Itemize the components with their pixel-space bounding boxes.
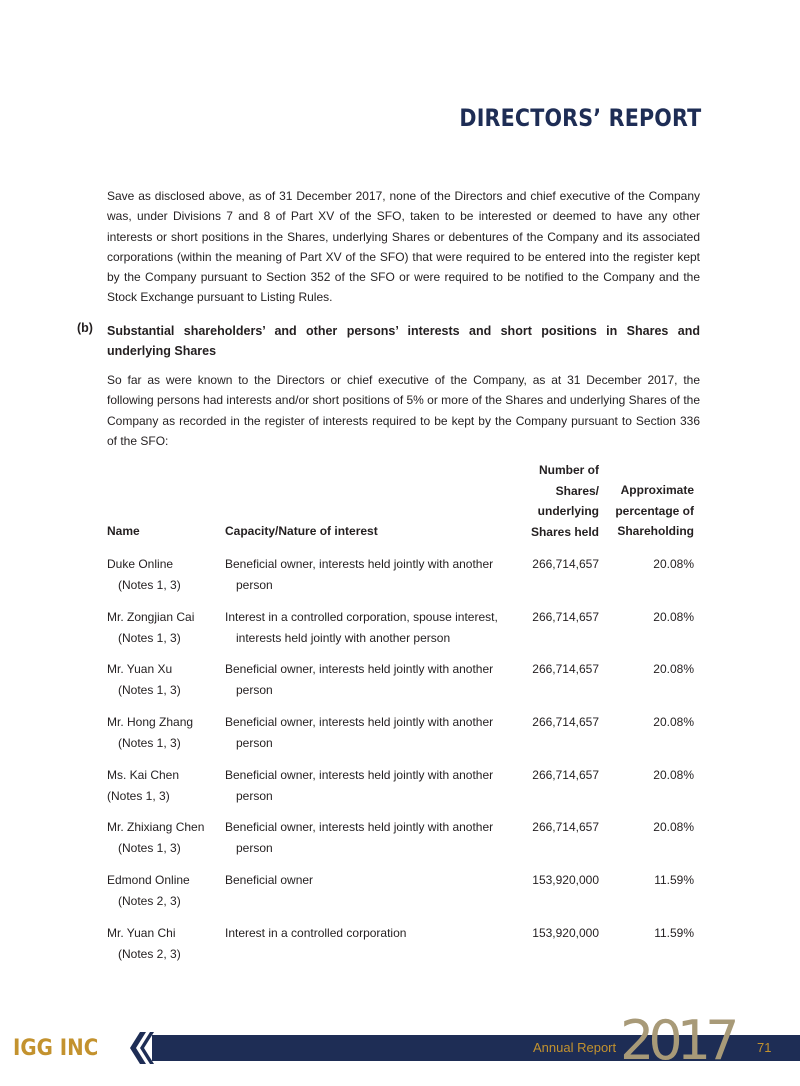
header-percentage-line: Shareholding bbox=[617, 524, 694, 538]
table-row bbox=[0, 712, 800, 765]
shares-cell: 266,714,657 bbox=[532, 609, 599, 624]
shareholder-name: Ms. Kai Chen bbox=[107, 767, 180, 782]
capacity-cell bbox=[225, 607, 505, 649]
name-cell bbox=[107, 554, 225, 596]
intro-paragraph: Save as disclosed above, as of 31 December 2017, none of the Directors and chief executive of the Company was, under Divisions 7 and 8 of Part XV of the SFO, taken to be interested or deemed to have any other interests or short positions in the Shares, underlying Shares or debentures of the Company and its associated corporations (within the meaning of Part XV of the SFO) that were required to be entered into the register kept by the Company pursuant to Section 352 of the SFO or were required to be notified to the Company and the Stock Exchange pursuant to Listing Rules. bbox=[107, 189, 700, 305]
name-cell bbox=[107, 870, 225, 912]
shares-cell: 266,714,657 bbox=[532, 820, 599, 835]
annual-report-label: Annual Report bbox=[533, 1040, 617, 1055]
table-row bbox=[0, 554, 800, 607]
name-cell bbox=[107, 712, 225, 754]
capacity-cell bbox=[225, 870, 505, 891]
shares-cell: 266,714,657 bbox=[532, 662, 599, 677]
shareholder-name: Mr. Zongjian Cai bbox=[107, 609, 195, 624]
header-percentage-line: Approximate bbox=[620, 483, 694, 497]
shareholder-name: Mr. Yuan Xu bbox=[107, 662, 173, 677]
percentage-cell: 20.08% bbox=[653, 662, 694, 677]
name-cell bbox=[107, 607, 225, 649]
page-title: DIRECTORS’ REPORT bbox=[458, 104, 701, 132]
shareholder-notes: (Notes 1, 3) bbox=[118, 683, 181, 698]
shareholder-notes: (Notes 2, 3) bbox=[118, 894, 181, 909]
capacity-text-cont: person bbox=[236, 683, 273, 698]
percentage-cell: 11.59% bbox=[654, 873, 694, 888]
capacity-cell bbox=[225, 923, 505, 944]
shareholder-table bbox=[0, 554, 800, 976]
header-percentage-line: percentage of bbox=[615, 503, 694, 518]
capacity-text: Beneficial owner, interests held jointly with another bbox=[225, 715, 494, 730]
shares-cell: 153,920,000 bbox=[532, 925, 599, 940]
capacity-text-cont: person bbox=[236, 736, 273, 751]
header-shares bbox=[500, 460, 599, 542]
page-footer bbox=[0, 1009, 800, 1086]
capacity-text: Beneficial owner, interests held jointly with another bbox=[225, 662, 494, 677]
capacity-text-cont: person bbox=[236, 578, 273, 592]
capacity-cell bbox=[225, 765, 505, 807]
capacity-text: Beneficial owner bbox=[225, 873, 314, 888]
shareholder-notes: (Notes 1, 3) bbox=[107, 788, 170, 803]
section-paragraph: So far as were known to the Directors or chief executive of the Company, as at 31 December 2017, the following persons had interests and/or short positions of 5% or more of the Shares and underlying Shares of the Company as recorded in the register of interests required to be kept by the Company pursuant to Section 336 of the SFO: bbox=[107, 373, 701, 448]
section-heading: Substantial shareholders’ and other persons’ interests and short positions in Shares and underlying Shares bbox=[107, 324, 700, 359]
header-shares-line: underlying bbox=[537, 504, 599, 518]
table-row bbox=[0, 659, 800, 712]
shares-cell: 266,714,657 bbox=[532, 557, 599, 571]
table-row bbox=[0, 765, 800, 818]
percentage-cell: 11.59% bbox=[654, 925, 694, 940]
shareholder-notes: (Notes 1, 3) bbox=[118, 736, 181, 751]
header-shares-line: Shares/ bbox=[555, 483, 599, 498]
table-row bbox=[0, 923, 800, 976]
capacity-cell bbox=[225, 659, 505, 701]
capacity-cell bbox=[225, 712, 505, 754]
table-row bbox=[0, 817, 800, 870]
shareholder-notes: (Notes 1, 3) bbox=[118, 841, 181, 856]
capacity-cell bbox=[225, 817, 505, 859]
name-cell bbox=[107, 765, 225, 807]
capacity-text: Beneficial owner, interests held jointly with another bbox=[225, 557, 494, 571]
page-number: 71 bbox=[757, 1040, 772, 1055]
capacity-text-cont: interests held jointly with another person bbox=[236, 630, 451, 645]
header-percentage bbox=[598, 480, 694, 542]
shares-cell: 153,920,000 bbox=[532, 873, 599, 888]
header-shares-line: Number of bbox=[539, 463, 599, 477]
shareholder-name: Mr. Zhixiang Chen bbox=[107, 820, 205, 835]
header-capacity: Capacity/Nature of interest bbox=[225, 524, 378, 538]
table-row bbox=[0, 607, 800, 660]
shareholder-notes: (Notes 1, 3) bbox=[118, 578, 181, 592]
shareholder-name: Edmond Online bbox=[107, 873, 190, 888]
header-shares-line: Shares held bbox=[530, 524, 599, 539]
percentage-cell: 20.08% bbox=[653, 820, 694, 835]
shareholder-notes: (Notes 1, 3) bbox=[118, 630, 181, 645]
name-cell bbox=[107, 659, 225, 701]
shares-cell: 266,714,657 bbox=[532, 715, 599, 730]
capacity-text-cont: person bbox=[236, 788, 273, 803]
report-year: 2017 bbox=[620, 1009, 734, 1072]
percentage-cell: 20.08% bbox=[653, 715, 694, 730]
igg-logo: IGG INC bbox=[13, 1036, 99, 1061]
capacity-text: Beneficial owner, interests held jointly with another bbox=[225, 767, 494, 782]
chevron-left-icon bbox=[128, 1032, 154, 1064]
percentage-cell: 20.08% bbox=[653, 557, 694, 571]
name-cell bbox=[107, 923, 225, 965]
percentage-cell: 20.08% bbox=[653, 609, 694, 624]
shareholder-name: Mr. Yuan Chi bbox=[107, 925, 176, 940]
header-name: Name bbox=[107, 524, 140, 538]
name-cell bbox=[107, 817, 225, 859]
shareholder-name: Mr. Hong Zhang bbox=[107, 715, 194, 730]
capacity-cell bbox=[225, 554, 505, 596]
percentage-cell: 20.08% bbox=[653, 767, 694, 782]
capacity-text: Interest in a controlled corporation, spouse interest, bbox=[225, 609, 498, 624]
shareholder-notes: (Notes 2, 3) bbox=[118, 946, 181, 961]
shareholder-name: Duke Online bbox=[107, 557, 174, 571]
capacity-text-cont: person bbox=[236, 841, 273, 856]
table-row bbox=[0, 870, 800, 923]
shares-cell: 266,714,657 bbox=[532, 767, 599, 782]
capacity-text: Beneficial owner, interests held jointly with another bbox=[225, 820, 494, 835]
capacity-text: Interest in a controlled corporation bbox=[225, 925, 407, 940]
section-label: (b) bbox=[77, 321, 93, 335]
